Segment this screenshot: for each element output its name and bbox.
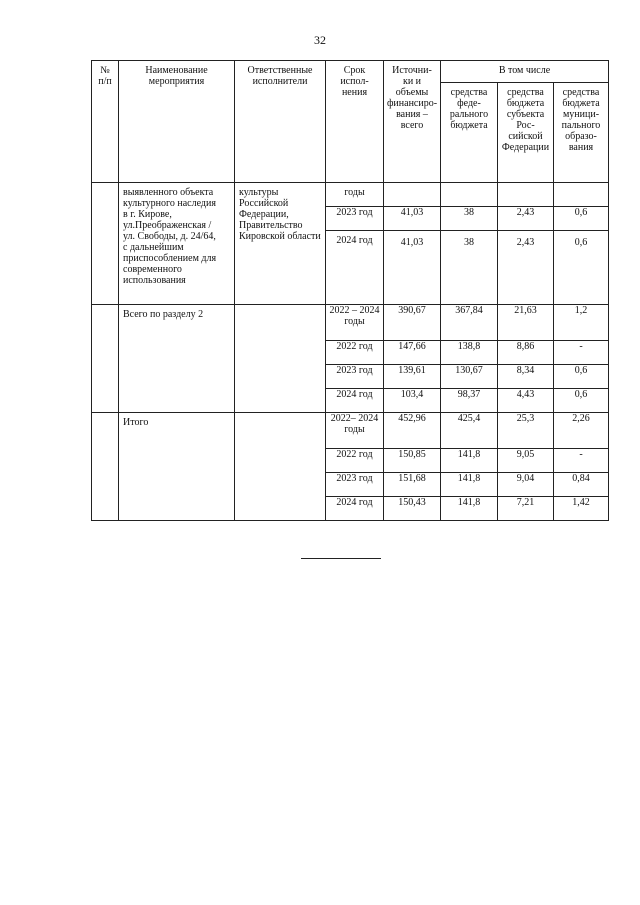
municipal-cell: 0,84 bbox=[554, 473, 609, 497]
period-cell: 2024 год bbox=[326, 497, 384, 521]
regional-cell: 2,43 bbox=[498, 231, 554, 305]
regional-cell: 7,21 bbox=[498, 497, 554, 521]
period-cell: годы bbox=[326, 183, 384, 207]
regional-cell: 9,05 bbox=[498, 449, 554, 473]
header-no: № п/п bbox=[92, 61, 119, 183]
row-number-cell bbox=[92, 305, 119, 413]
period-cell: 2023 год bbox=[326, 207, 384, 231]
page-number: 32 bbox=[314, 33, 326, 47]
regional-cell bbox=[498, 183, 554, 207]
period-cell: 2023 год bbox=[326, 365, 384, 389]
total-cell: 139,61 bbox=[384, 365, 441, 389]
responsible-cell bbox=[235, 305, 326, 413]
total-cell: 147,66 bbox=[384, 341, 441, 365]
municipal-cell: 0,6 bbox=[554, 207, 609, 231]
total-cell: 41,03 bbox=[384, 207, 441, 231]
regional-cell: 21,63 bbox=[498, 305, 554, 341]
federal-cell: 425,4 bbox=[441, 413, 498, 449]
measure-name-cell: Всего по разделу 2 bbox=[119, 305, 235, 413]
header-federal: средства феде- рального бюджета bbox=[441, 83, 498, 183]
federal-cell: 138,8 bbox=[441, 341, 498, 365]
total-cell: 150,43 bbox=[384, 497, 441, 521]
municipal-cell: 2,26 bbox=[554, 413, 609, 449]
header-including: В том числе bbox=[441, 61, 609, 83]
period-cell: 2024 год bbox=[326, 231, 384, 305]
municipal-cell: - bbox=[554, 341, 609, 365]
municipal-cell: 1,2 bbox=[554, 305, 609, 341]
regional-cell: 8,86 bbox=[498, 341, 554, 365]
municipal-cell: 0,6 bbox=[554, 389, 609, 413]
municipal-cell bbox=[554, 183, 609, 207]
total-cell: 452,96 bbox=[384, 413, 441, 449]
total-cell bbox=[384, 183, 441, 207]
federal-cell: 38 bbox=[441, 231, 498, 305]
regional-cell: 2,43 bbox=[498, 207, 554, 231]
total-cell: 150,85 bbox=[384, 449, 441, 473]
municipal-cell: 1,42 bbox=[554, 497, 609, 521]
period-cell: 2023 год bbox=[326, 473, 384, 497]
header-period: Срок испол- нения bbox=[326, 61, 384, 183]
table-row bbox=[92, 413, 609, 449]
total-cell: 151,68 bbox=[384, 473, 441, 497]
regional-cell: 4,43 bbox=[498, 389, 554, 413]
period-cell: 2022 год bbox=[326, 449, 384, 473]
period-cell: 2022 год bbox=[326, 341, 384, 365]
period-cell: 2022 – 2024 годы bbox=[326, 305, 384, 341]
closing-rule bbox=[301, 558, 381, 559]
row-number-cell bbox=[92, 183, 119, 305]
header-regional: средства бюджета субъекта Рос- сийской Федерации bbox=[498, 83, 554, 183]
federal-cell: 98,37 bbox=[441, 389, 498, 413]
municipal-cell: 0,6 bbox=[554, 231, 609, 305]
header-municipal: средства бюджета муници- пального образо- вания bbox=[554, 83, 609, 183]
responsible-cell: культуры Российской Федерации, Правительство Кировской области bbox=[235, 183, 326, 305]
federal-cell: 367,84 bbox=[441, 305, 498, 341]
table-row bbox=[92, 305, 609, 341]
total-cell: 41,03 bbox=[384, 231, 441, 305]
table-row bbox=[92, 183, 609, 207]
row-number-cell bbox=[92, 413, 119, 521]
header-name: Наименование мероприятия bbox=[119, 61, 235, 183]
federal-cell bbox=[441, 183, 498, 207]
federal-cell: 141,8 bbox=[441, 449, 498, 473]
period-cell: 2024 год bbox=[326, 389, 384, 413]
measure-name-cell: Итого bbox=[119, 413, 235, 521]
federal-cell: 38 bbox=[441, 207, 498, 231]
header-sources: Источни- ки и объемы финансиро- вания – всего bbox=[384, 61, 441, 183]
municipal-cell: 0,6 bbox=[554, 365, 609, 389]
regional-cell: 8,34 bbox=[498, 365, 554, 389]
header-row-top bbox=[92, 61, 609, 83]
federal-cell: 130,67 bbox=[441, 365, 498, 389]
regional-cell: 9,04 bbox=[498, 473, 554, 497]
total-cell: 103,4 bbox=[384, 389, 441, 413]
federal-cell: 141,8 bbox=[441, 473, 498, 497]
financing-table bbox=[91, 60, 609, 521]
regional-cell: 25,3 bbox=[498, 413, 554, 449]
period-cell: 2022– 2024 годы bbox=[326, 413, 384, 449]
header-responsible: Ответственные исполнители bbox=[235, 61, 326, 183]
municipal-cell: - bbox=[554, 449, 609, 473]
total-cell: 390,67 bbox=[384, 305, 441, 341]
federal-cell: 141,8 bbox=[441, 497, 498, 521]
responsible-cell bbox=[235, 413, 326, 521]
measure-name-cell: выявленного объекта культурного наследия в г. Кирове, ул.Преображенская / ул. Свободы, д. 24/64, с дальнейшим приспособлением для современного использования bbox=[119, 183, 235, 305]
